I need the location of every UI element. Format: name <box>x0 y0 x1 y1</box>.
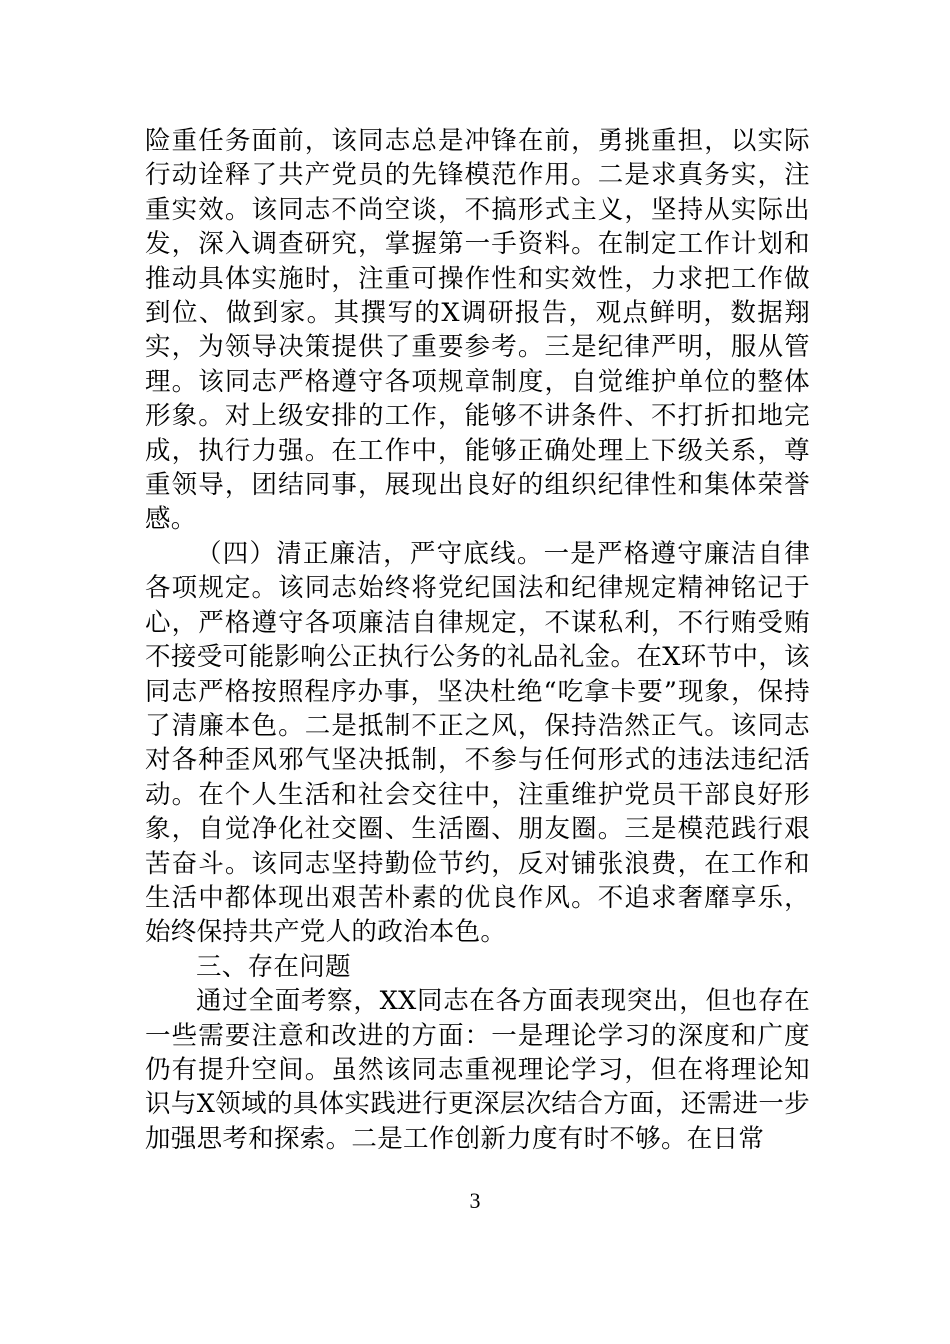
page-number: 3 <box>469 1188 481 1213</box>
section-heading-problems: 三、存在问题 <box>196 951 351 982</box>
paragraph-integrity-section: （四）清正廉洁，严守底线。一是严格遵守廉洁自律各项规定。该同志始终将党纪国法和纪律规定精神铭记于心，严格遵守各项廉洁自律规定，不谋私利，不行贿受贿不接受可能影响公正执行公务的礼品礼金。在X环节中，该同志严格按照程序办事，坚决杜绝“吃拿卡要”现象，保持了清廉本色。二是抵制不正之风，保持浩然正气。该同志对各种歪风邪气坚决抵制，不参与任何形式的违法违纪活动。在个人生活和社会交往中，注重维护党员干部良好形象，自觉净化社交圈、生活圈、朋友圈。三是模范践行艰苦奋斗。该同志坚持勤俭节约，反对铺张浪费，在工作和生活中都体现出艰苦朴素的优良作风。不追求奢靡享乐，始终保持共产党人的政治本色。 <box>145 538 810 948</box>
paragraph-continuation: 险重任务面前，该同志总是冲锋在前，勇挑重担，以实际行动诠释了共产党员的先锋模范作用。二是求真务实，注重实效。该同志不尚空谈，不搞形式主义，坚持从实际出发，深入调查研究，掌握第一手资料。在制定工作计划和推动具体实施时，注重可操作性和实效性，力求把工作做到位、做到家。其撰写的X调研报告，观点鲜明，数据翔实，为领导决策提供了重要参考。三是纪律严明，服从管理。该同志严格遵守各项规章制度，自觉维护单位的整体形象。对上级安排的工作，能够不讲条件、不打折扣地完成，执行力强。在工作中，能够正确处理上下级关系，尊重领导，团结同事，展现出良好的组织纪律性和集体荣誉感。 <box>145 126 810 535</box>
paragraph-problems: 通过全面考察，XX同志在各方面表现突出，但也存在一些需要注意和改进的方面：一是理论学习的深度和广度仍有提升空间。虽然该同志重视理论学习，但在将理论知识与X领域的具体实践进行更深层次结合方面，还需进一步加强思考和探索。二是工作创新力度有时不够。在日常 <box>145 986 810 1154</box>
document-body <box>145 124 810 1156</box>
